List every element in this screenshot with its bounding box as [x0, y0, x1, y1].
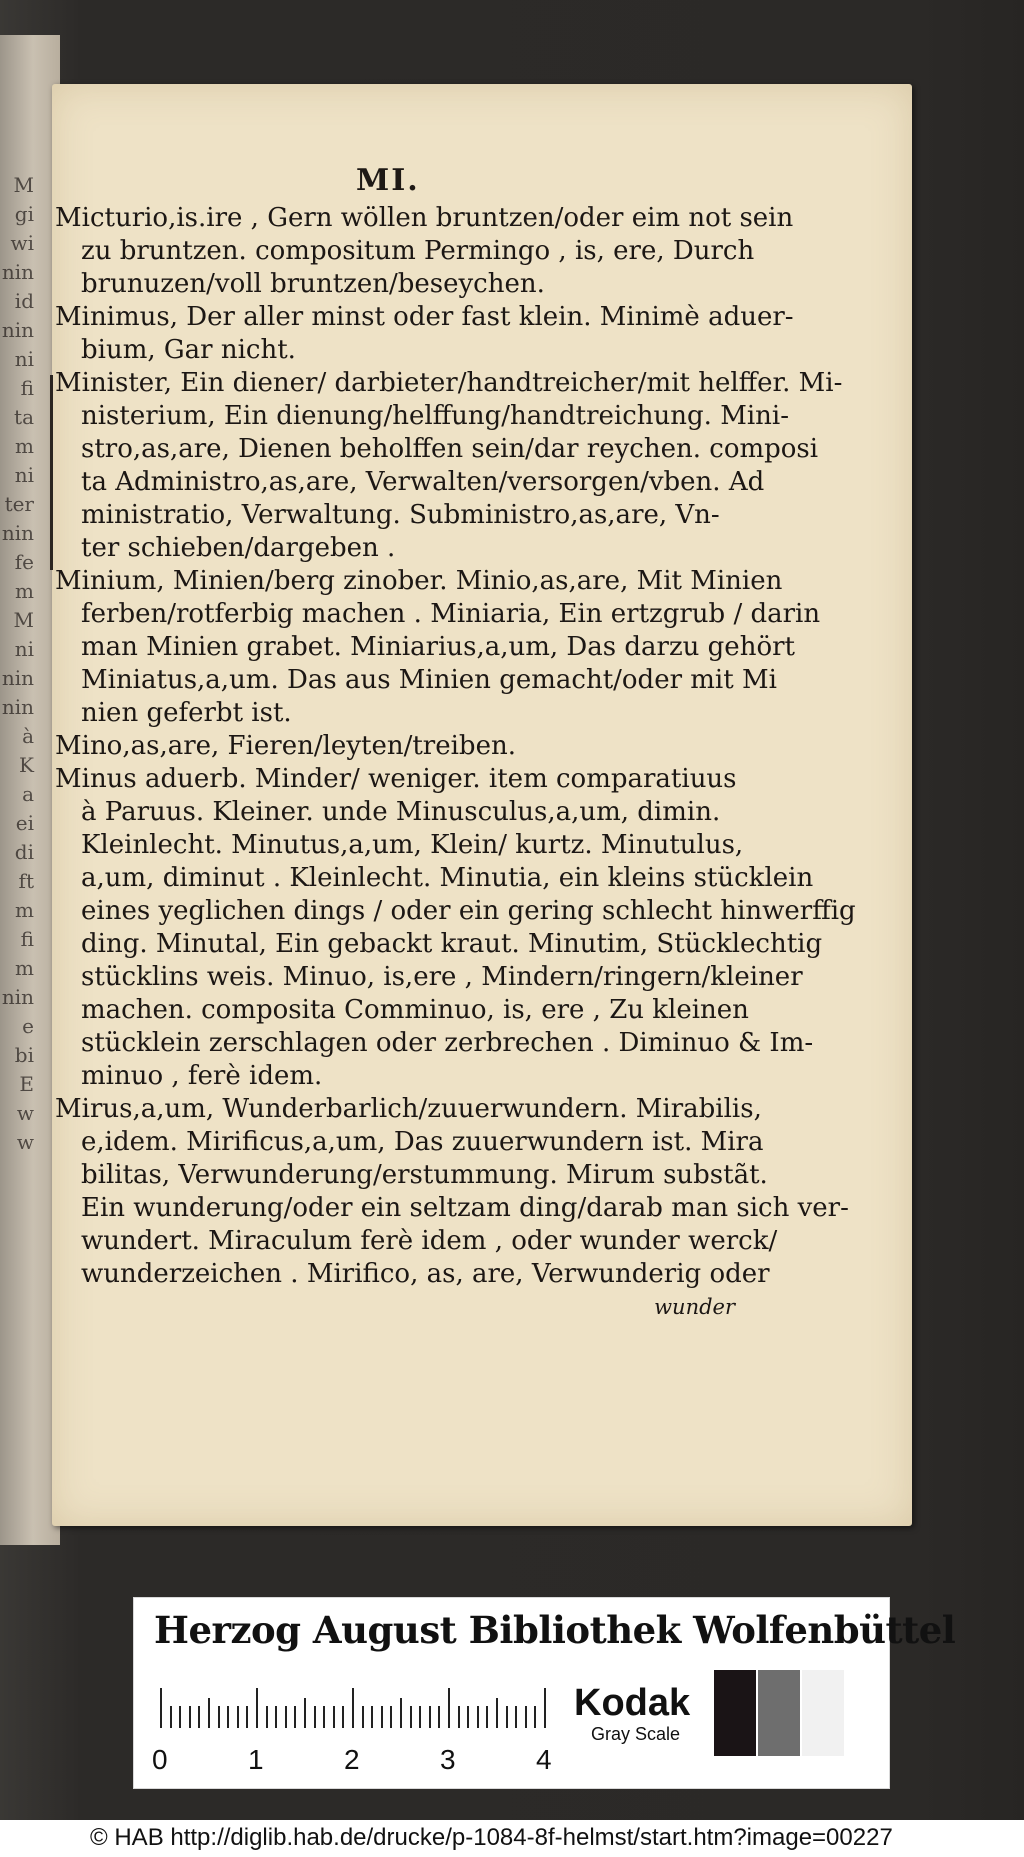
text-line: Ein wunderung/oder ein seltzam ding/darab man sich ver- — [81, 1193, 849, 1223]
ruler-tick — [208, 1698, 210, 1728]
ruler-tick — [525, 1706, 527, 1728]
color-card — [133, 1597, 956, 1789]
prev-page-fragment: ter — [4, 492, 34, 516]
ruler-tick — [304, 1698, 306, 1728]
ruler-tick — [362, 1706, 364, 1728]
gray-patch-mid — [758, 1670, 800, 1756]
prev-page-fragment: bi — [14, 1043, 34, 1067]
prev-page-fragment: nin — [1, 521, 34, 545]
text-line: e,idem. Mirificus,a,um, Das zuuerwundern ist. Mira — [81, 1127, 764, 1157]
text-line: ferben/rotferbig machen . Miniaria, Ein ertzgrub / darin — [81, 599, 821, 629]
prev-page-fragment: ni — [14, 463, 34, 487]
prev-page-fragment: nin — [1, 318, 34, 342]
ruler-tick — [246, 1706, 248, 1728]
text-line: nien geferbt ist. — [81, 698, 292, 728]
text-line: Minister, Ein diener/ darbieter/handtreicher/mit helffer. Mi- — [55, 368, 843, 398]
prev-page-fragment: m — [15, 434, 34, 458]
ruler-tick — [515, 1706, 517, 1728]
marginal-rule — [50, 375, 53, 570]
text-line: bium, Gar nicht. — [81, 335, 296, 365]
prev-page-fragment: w — [16, 1101, 34, 1125]
prev-page-fragment: a — [22, 782, 34, 806]
prev-page-fragment: ni — [14, 347, 34, 371]
text-line: a,um, diminut . Kleinlecht. Minutia, ein kleins stücklein — [81, 863, 814, 893]
text-line: nisterium, Ein dienung/helffung/handtreichung. Mini- — [81, 401, 789, 431]
prev-page-fragment: id — [14, 289, 34, 313]
text-line: Kleinlecht. Minutus,a,um, Klein/ kurtz. Minutulus, — [81, 830, 744, 860]
ruler-tick — [506, 1706, 508, 1728]
ruler-tick — [419, 1706, 421, 1728]
ruler-tick — [352, 1688, 354, 1728]
scale-number: 3 — [440, 1744, 456, 1775]
ruler-tick — [400, 1698, 402, 1728]
prev-page-fragment: M — [13, 608, 34, 632]
text-line: ter schieben/dargeben . — [81, 533, 396, 563]
gray-patch-light — [802, 1670, 844, 1756]
text-line: Minimus, Der aller minst oder fast klein. Minimè aduer- — [55, 302, 794, 332]
text-line: Micturio,is.ire , Gern wöllen bruntzen/oder eim not sein — [55, 203, 794, 233]
scale-number: 2 — [344, 1744, 360, 1775]
ruler-tick — [218, 1706, 220, 1728]
prev-page-fragment: e — [22, 1014, 34, 1038]
prev-page-fragment: M — [13, 173, 34, 197]
gray-scale-label: Gray Scale — [591, 1724, 681, 1744]
ruler-tick — [438, 1706, 440, 1728]
previous-page-edge — [0, 35, 60, 1545]
prev-page-fragment: à — [22, 724, 34, 748]
ruler-tick — [486, 1706, 488, 1728]
ruler-tick — [285, 1706, 287, 1728]
ruler-tick — [448, 1688, 450, 1728]
text-line: stücklins weis. Minuo, is,ere , Mindern/ringern/kleiner — [81, 962, 803, 992]
ruler-tick — [170, 1706, 172, 1728]
ruler-tick — [477, 1706, 479, 1728]
kodak-logo: Kodak — [574, 1682, 691, 1724]
ruler-tick — [544, 1688, 546, 1728]
ruler-tick — [294, 1706, 296, 1728]
ruler-tick — [189, 1706, 191, 1728]
text-line: Mirus,a,um, Wunderbarlich/zuuerwundern. Mirabilis, — [55, 1094, 762, 1124]
text-line: ministratio, Verwaltung. Subministro,as,are, Vn- — [81, 500, 720, 530]
ruler-tick — [467, 1706, 469, 1728]
text-line: stücklein zerschlagen oder zerbrechen . Diminuo & Im- — [81, 1028, 814, 1058]
ruler-tick — [496, 1698, 498, 1728]
prev-page-fragment: ta — [14, 405, 34, 429]
text-line: zu bruntzen. compositum Permingo , is, ere, Durch — [81, 236, 755, 266]
prev-page-fragment: m — [15, 898, 34, 922]
text-line: Minus aduerb. Minder/ weniger. item comparatiuus — [55, 764, 737, 794]
scale-number: 1 — [248, 1744, 264, 1775]
text-line: stro,as,are, Dienen beholffen sein/dar reychen. composi — [81, 434, 819, 464]
ruler-tick — [410, 1706, 412, 1728]
prev-page-fragment: ft — [18, 869, 34, 893]
ruler-tick — [342, 1706, 344, 1728]
text-line: wundert. Miraculum ferè idem , oder wunder werck/ — [81, 1226, 778, 1256]
prev-page-fragment: wi — [10, 231, 34, 255]
text-line: machen. composita Comminuo, is, ere , Zu kleinen — [81, 995, 749, 1025]
prev-page-fragment: w — [16, 1130, 34, 1154]
text-line: man Minien grabet. Miniarius,a,um, Das darzu gehört — [81, 632, 795, 662]
text-line: bilitas, Verwunderung/erstummung. Mirum substãt. — [81, 1160, 768, 1190]
text-line: Miniatus,a,um. Das aus Minien gemacht/oder mit Mi — [81, 665, 777, 695]
ruler-tick — [429, 1706, 431, 1728]
gray-patch-dark — [714, 1670, 756, 1756]
footer-bar — [0, 1820, 1024, 1857]
page-text — [55, 202, 856, 1324]
text-line: wunderzeichen . Mirifico, as, are, Verwunderig oder — [81, 1259, 770, 1289]
ruler-tick — [227, 1706, 229, 1728]
ruler-tick — [237, 1706, 239, 1728]
prev-page-fragment: nin — [1, 695, 34, 719]
prev-page-fragment: di — [14, 840, 34, 864]
text-line: eines yeglichen dings / oder ein gering schlecht hinwerffig — [81, 896, 856, 926]
ruler-tick — [266, 1706, 268, 1728]
ruler-tick — [256, 1688, 258, 1728]
ruler-tick — [534, 1706, 536, 1728]
ruler-tick — [371, 1706, 373, 1728]
page-header: MI. — [356, 163, 420, 198]
scale-number: 0 — [152, 1744, 168, 1775]
library-name: Herzog August Bibliothek Wolfenbüttel — [154, 1608, 956, 1652]
ruler-tick — [275, 1706, 277, 1728]
text-line: ta Administro,as,are, Verwalten/versorgen/vben. Ad — [81, 467, 765, 497]
ruler-tick — [333, 1706, 335, 1728]
text-line: minuo , ferè idem. — [81, 1061, 323, 1091]
ruler-tick — [390, 1706, 392, 1728]
text-line: à Paruus. Kleiner. unde Minusculus,a,um, dimin. — [81, 797, 721, 827]
copyright-url: © HAB http://diglib.hab.de/drucke/p-1084-8f-helmst/start.htm?image=00227 — [90, 1824, 893, 1851]
text-line: Mino,as,are, Fieren/leyten/treiben. — [55, 731, 516, 761]
prev-page-fragment: nin — [1, 260, 34, 284]
scale-number: 4 — [536, 1744, 552, 1775]
prev-page-fragment: nin — [1, 666, 34, 690]
prev-page-fragment: ei — [15, 811, 34, 835]
prev-page-fragment: fe — [14, 550, 34, 574]
prev-page-fragment: nin — [1, 985, 34, 1009]
ruler-tick — [314, 1706, 316, 1728]
ruler-tick — [458, 1706, 460, 1728]
prev-page-fragment: K — [19, 753, 34, 777]
prev-page-fragment: m — [15, 956, 34, 980]
ruler-tick — [323, 1706, 325, 1728]
catchword: wunder — [654, 1295, 735, 1319]
prev-page-fragment: m — [15, 579, 34, 603]
prev-page-fragment: fi — [20, 927, 34, 951]
prev-page-fragment: E — [19, 1072, 34, 1096]
ruler-tick — [381, 1706, 383, 1728]
prev-page-fragment: fi — [20, 376, 34, 400]
prev-page-fragment: ni — [14, 637, 34, 661]
text-line: brunuzen/voll bruntzen/beseychen. — [81, 269, 545, 299]
text-line: Minium, Minien/berg zinober. Minio,as,are, Mit Minien — [55, 566, 783, 596]
prev-page-fragment: gi — [14, 202, 34, 226]
text-line: ding. Minutal, Ein gebackt kraut. Minutim, Stücklechtig — [81, 929, 823, 959]
ruler-tick — [198, 1706, 200, 1728]
ruler-tick — [160, 1688, 162, 1728]
ruler-tick — [179, 1706, 181, 1728]
